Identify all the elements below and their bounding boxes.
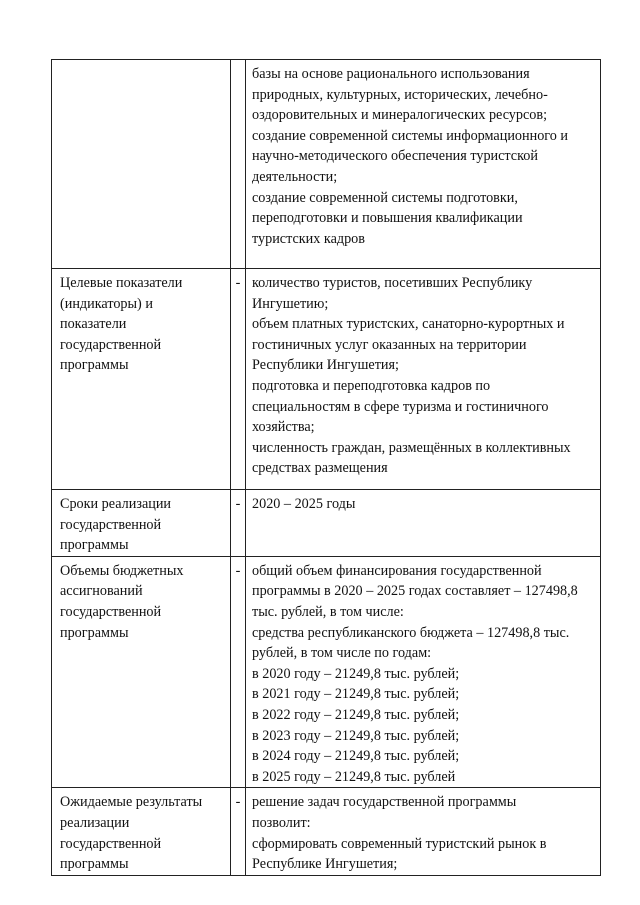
content-paragraph — [252, 664, 598, 685]
content-line: базы на основе рационального использования — [252, 66, 530, 82]
content-line: хозяйства; — [252, 419, 315, 436]
content-line: объем платных туристских, санаторно-курортных и — [252, 316, 565, 333]
content-paragraph — [252, 376, 598, 438]
row-label — [52, 490, 231, 557]
label-line: Объемы бюджетных — [60, 562, 184, 579]
content-line: оздоровительных и минералогических ресурсов; — [252, 107, 548, 124]
content-line: средства республиканского бюджета – 127498,8 тыс. — [252, 624, 570, 641]
dash-separator: - — [231, 788, 246, 875]
content-line: позволит: — [252, 814, 311, 831]
content-paragraph — [252, 746, 598, 767]
label-line: государственной — [60, 516, 162, 533]
label-line: программы — [60, 624, 129, 641]
row-content — [246, 269, 601, 490]
row-content — [246, 788, 601, 875]
dash-separator — [231, 60, 246, 269]
label-line: ассигнований — [60, 583, 143, 600]
content-line: в 2020 году – 21249,8 тыс. рублей; — [252, 665, 460, 682]
content-paragraph — [252, 188, 598, 250]
dash-separator: - — [231, 269, 246, 490]
content-line: природных, культурных, исторических, лечебно- — [252, 86, 548, 103]
content-line: деятельности; — [252, 168, 338, 185]
content-line: рублей, в том числе по годам: — [252, 645, 432, 662]
row-budget-allocations — [52, 556, 601, 788]
content-line: общий объем финансирования государственной — [252, 562, 542, 579]
content-line: создание современной системы подготовки, — [252, 189, 518, 206]
row-content — [246, 60, 601, 269]
content-line: 2020 – 2025 годы — [252, 496, 356, 512]
label-line: реализации — [60, 814, 130, 831]
content-paragraph — [252, 64, 598, 126]
row-implementation-period — [52, 490, 601, 557]
content-line: количество туристов, посетивших Республику — [252, 275, 533, 291]
content-line: подготовка и переподготовка кадров по — [252, 377, 491, 394]
label-line: Ожидаемые результаты — [60, 794, 203, 811]
content-paragraph — [252, 767, 598, 788]
content-paragraph — [252, 834, 598, 875]
content-paragraph — [252, 438, 598, 479]
label-line: программы — [60, 357, 129, 374]
content-paragraph — [252, 494, 598, 515]
content-paragraph — [252, 684, 598, 705]
content-line: Ингушетию; — [252, 295, 329, 312]
content-line: в 2025 году – 21249,8 тыс. рублей — [252, 768, 456, 785]
content-paragraph — [252, 623, 598, 664]
row-label — [52, 60, 231, 269]
row-continued-tasks — [52, 60, 601, 269]
dash-separator: - — [231, 556, 246, 788]
dash-separator: - — [231, 490, 246, 557]
content-paragraph — [252, 126, 598, 188]
content-paragraph — [252, 726, 598, 747]
passport-table — [51, 59, 601, 876]
label-line: государственной — [60, 336, 162, 353]
row-label — [52, 269, 231, 490]
row-label — [52, 556, 231, 788]
content-line: численность граждан, размещённых в коллективных — [252, 439, 571, 456]
label-line: программы — [60, 537, 129, 554]
content-line: решение задач государственной программы — [252, 794, 517, 811]
content-line: создание современной системы информационного и — [252, 127, 568, 144]
label-line: государственной — [60, 603, 162, 620]
label-line: программы — [60, 856, 129, 873]
label-line: государственной — [60, 835, 162, 852]
content-line: специальностям в сфере туризма и гостиничного — [252, 398, 549, 415]
label-line: показатели — [60, 316, 127, 333]
content-paragraph — [252, 792, 598, 833]
content-paragraph — [252, 273, 598, 314]
content-line: программы в 2020 – 2025 годах составляет – 127498,8 — [252, 583, 578, 600]
content-line: в 2023 году – 21249,8 тыс. рублей; — [252, 727, 460, 744]
content-paragraph — [252, 561, 598, 623]
content-line: в 2022 году – 21249,8 тыс. рублей; — [252, 706, 460, 723]
content-line: туристских кадров — [252, 230, 365, 247]
content-line: переподготовки и повышения квалификации — [252, 210, 523, 227]
content-paragraph — [252, 705, 598, 726]
content-line: тыс. рублей, в том числе: — [252, 603, 404, 620]
content-line: научно-методического обеспечения туристской — [252, 148, 538, 165]
label-line: Сроки реализации — [60, 496, 172, 512]
content-line: сформировать современный туристский рынок в — [252, 835, 547, 852]
content-line: в 2021 году – 21249,8 тыс. рублей; — [252, 686, 460, 703]
content-line: Республики Ингушетия; — [252, 357, 399, 374]
content-paragraph — [252, 314, 598, 376]
content-line: Республике Ингушетия; — [252, 856, 398, 873]
label-line: (индикаторы) и — [60, 295, 153, 312]
row-content — [246, 556, 601, 788]
content-line: гостиничных услуг оказанных на территории — [252, 336, 527, 353]
row-content — [246, 490, 601, 557]
row-label — [52, 788, 231, 875]
row-expected-results — [52, 788, 601, 875]
content-line: в 2024 году – 21249,8 тыс. рублей; — [252, 748, 460, 765]
content-line: средствах размещения — [252, 460, 388, 477]
row-target-indicators — [52, 269, 601, 490]
label-line: Целевые показатели — [60, 275, 183, 291]
